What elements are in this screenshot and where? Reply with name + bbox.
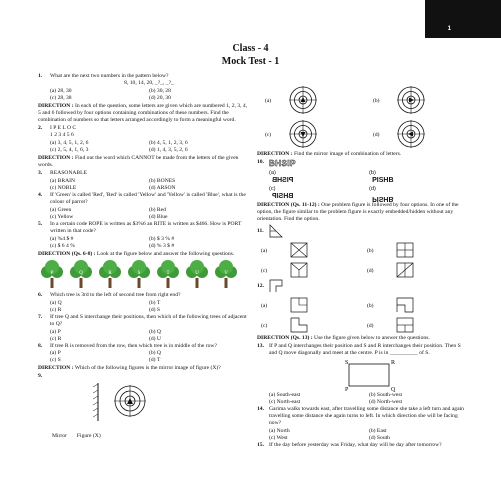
question-13: 13. If P and Q interchanges their position and S and R interchanges their position. Then S and Q move diagonally and meet at the centre. P is in __________ of S.: [257, 343, 461, 357]
q7-options: [38, 329, 248, 343]
option-c[interactable]: (c) West: [269, 435, 288, 442]
option-a[interactable]: (a) 28, 30: [50, 87, 72, 94]
direction-4: DIRECTION : Which of the following figures is the mirror image of figure (X)?: [38, 365, 221, 372]
option-a[interactable]: (a) BRAIN: [50, 177, 76, 184]
class-title: Class - 4: [232, 43, 269, 54]
option-c[interactable]: (c) $ 6 4 %: [50, 242, 75, 249]
option-b[interactable]: (b) South-west: [369, 392, 403, 399]
direction-6: DIRECTION (Qs. 11-12) : One problem figure is followed by four options. In one of the option, the figure similar to the problem figure is exactly embedded/hidden without any orientation. Find the option.: [257, 202, 459, 223]
tree-v: [215, 260, 237, 288]
option-label: (b): [373, 98, 380, 104]
q13-options: [257, 392, 469, 406]
option-d[interactable]: (d) ARSON: [149, 184, 176, 191]
label-p: P: [345, 387, 349, 393]
option-c[interactable]: (c) 2, 5, 4, 1, 6, 3: [50, 146, 89, 153]
tree-u: [186, 260, 208, 288]
question-7: 7. If tree Q and S interchange their positions, then which of the following trees of adjacent to Q?: [38, 313, 247, 327]
option-b[interactable]: (b) Q: [149, 350, 161, 357]
numbers-row: 1 2 3 4 5 6: [50, 131, 74, 138]
option-b[interactable]: (b) 30, 28: [149, 87, 171, 94]
q9-option-c[interactable]: [265, 120, 317, 148]
option-c[interactable]: (c) Yellow: [50, 213, 74, 220]
q4-options: [38, 207, 248, 221]
question-14: 14. Garima walks towards east, after travelling some distance she take a left turn and again travelling some distance she again turns to left. In which direction she will be facing now?: [257, 406, 464, 427]
option-b[interactable]: (b) East: [369, 428, 387, 435]
option-label: (a): [261, 248, 268, 255]
option-label: (d): [373, 132, 380, 138]
page-title: [0, 42, 501, 68]
q6-options: [38, 300, 248, 314]
tree-label: P: [50, 270, 54, 276]
option-label: (c): [265, 132, 272, 138]
option-a[interactable]: (a) P: [50, 328, 61, 335]
question-6: 6. Which tree is 3rd to the left of second tree from right end?: [38, 291, 181, 298]
q11-option-c[interactable]: [261, 263, 307, 277]
q3-options: [38, 178, 248, 192]
option-a[interactable]: (a) Green: [50, 206, 72, 213]
question-1: 1. What are the next two numbers in the pattern below? 8, 10, 14, 20, _?_, _?_: [38, 73, 248, 87]
square-figure: [257, 358, 469, 392]
tree-q: [70, 260, 92, 288]
option-c[interactable]: (c) North-east: [269, 399, 301, 406]
tree-label: Q: [79, 270, 83, 276]
q2-options: [38, 140, 248, 154]
problem-word: BHSIP: [269, 158, 296, 168]
option-c[interactable]: (c) BHSIP: [269, 185, 294, 200]
option-label: (c): [261, 268, 268, 275]
option-label: (b): [367, 248, 374, 255]
tree-p: [41, 260, 63, 288]
mirror-label: Mirror: [52, 433, 67, 440]
q9-option-a[interactable]: [265, 86, 317, 114]
option-b[interactable]: (b) PISHB: [369, 169, 394, 184]
option-a[interactable]: (a) P: [50, 350, 61, 357]
q12-option-figures: [257, 294, 469, 334]
question-9: 9.: [38, 373, 43, 380]
option-c[interactable]: (c) S: [50, 357, 61, 364]
test-title: Mock Test - 1: [221, 56, 280, 67]
option-b[interactable]: (b) BONES: [149, 177, 176, 184]
q12-option-b[interactable]: [367, 298, 413, 312]
question-2: 2. I P E L O C 1 2 3 4 5 6: [38, 125, 248, 139]
option-c[interactable]: (c) R: [50, 306, 62, 313]
header-bar: [0, 0, 501, 40]
q8-options: [38, 350, 248, 364]
direction-7: DIRECTION (Qs. 13) : Use the figure given below to answer the questions.: [257, 335, 430, 342]
q12-option-a[interactable]: [261, 298, 307, 312]
tree-row-figure: [38, 260, 248, 290]
option-label: (d): [367, 323, 374, 330]
figure-x-label: Figure (X): [76, 433, 101, 440]
option-d[interactable]: (d) T: [149, 357, 161, 364]
tree-label: V: [224, 270, 228, 276]
q12-option-c[interactable]: [261, 318, 307, 332]
label-r: R: [391, 360, 396, 367]
target-symbol-x: [114, 385, 146, 417]
direction-1: DIRECTION : In each of the question, some letters are given which are numbered 1, 2, 3, 4, 5 and 6 followed by four options containing combinations of these numbers. Find the combination of numbers so that letters arranged accordingly to form a meaningful word.: [38, 102, 248, 123]
option-label: (c): [261, 323, 268, 330]
q11-option-a[interactable]: [261, 243, 307, 257]
q5-options: [38, 236, 248, 250]
option-a[interactable]: (a) 3, 4, 5, 1, 2, 6: [50, 139, 89, 146]
direction-2: DIRECTION : Find out the word which CANNOT be made from the letters of the given words.: [38, 154, 239, 168]
direction-3: DIRECTION (Qs. 6-8) : Look at the figure below and answer the following questions.: [38, 250, 235, 257]
option-a[interactable]: (a) %4 $ #: [50, 235, 74, 242]
q9-option-figures: [257, 84, 469, 150]
tree-r: [99, 260, 121, 288]
question-12: 12.: [257, 279, 469, 293]
q9-option-d[interactable]: [373, 120, 425, 148]
number-pattern: 8, 10, 14, 20, _?_, _?_: [124, 79, 174, 86]
option-d[interactable]: (d) % 3 $ #: [149, 242, 175, 249]
option-d[interactable]: (d) Blue: [149, 213, 168, 220]
option-d[interactable]: (d) S: [149, 306, 161, 313]
option-d[interactable]: (d) 1, 4, 3, 5, 2, 6: [149, 146, 188, 153]
option-d[interactable]: (d) 20, 30: [149, 94, 171, 101]
tree-label: U: [195, 270, 199, 276]
page-number-tab: [425, 0, 501, 38]
question-8: 8. If tree R is removed from the row, then which tree is in middle of the row?: [38, 342, 217, 349]
question-4: 4. If 'Green' is called 'Red', 'Red' is called 'Yellow' and 'Yellow' is called 'Blue', what is the colour of parrot?: [38, 191, 246, 205]
option-c[interactable]: (c) NOBLE: [50, 184, 77, 191]
option-b[interactable]: (b) Q: [149, 328, 161, 335]
q11-option-figures: [257, 239, 469, 279]
question-10: 10. BHSIP: [257, 159, 469, 169]
tree-t: [157, 260, 179, 288]
direction-5: DIRECTION : Find the mirror image of combination of letters.: [257, 151, 402, 157]
option-b[interactable]: (b) 4, 5, 1, 2, 3, 6: [149, 139, 188, 146]
option-label: (a): [265, 98, 272, 104]
option-label: (d): [367, 268, 374, 275]
q11-problem-figure: [269, 224, 283, 238]
page-number: 1: [447, 26, 451, 32]
square-outline: [349, 364, 389, 386]
option-d[interactable]: (d) U: [149, 335, 161, 342]
q9-option-b[interactable]: [373, 86, 425, 114]
q12-option-d[interactable]: [367, 318, 413, 332]
tree-label: S: [137, 270, 141, 276]
option-b[interactable]: (b) T: [149, 299, 161, 306]
option-c[interactable]: (c) 28, 38: [50, 94, 72, 101]
label-s: S: [345, 360, 349, 367]
mirror-figure: [60, 381, 180, 433]
q1-options: [38, 88, 248, 102]
mirror-hatch: [93, 384, 98, 417]
q11-option-d[interactable]: [367, 263, 413, 277]
left-column: [38, 73, 248, 440]
option-label: (a): [261, 303, 268, 310]
option-d[interactable]: (d) PISHB: [369, 185, 394, 202]
option-b[interactable]: (b) Red: [149, 206, 166, 213]
option-a[interactable]: (a) PISHB: [269, 169, 294, 184]
option-label: (b): [367, 303, 374, 310]
option-c[interactable]: (c) R: [50, 335, 62, 342]
tree-label: T: [166, 270, 170, 276]
option-b[interactable]: (b) $ 3 % #: [149, 235, 175, 242]
letters-row: I P E L O C: [50, 124, 77, 131]
label-q: Q: [391, 387, 396, 393]
q10-options: [257, 170, 469, 201]
question-15: 15. If the day before yesterday was Friday, what day will be day after tomorrow?: [257, 442, 442, 449]
option-d[interactable]: (d) South: [369, 435, 390, 442]
right-column: [257, 84, 469, 450]
option-a[interactable]: (a) Q: [50, 299, 62, 306]
question-11: 11.: [257, 224, 469, 238]
option-d[interactable]: (d) North-west: [369, 399, 403, 406]
option-a[interactable]: (a) South-east: [269, 392, 301, 399]
q12-problem-figure: [269, 279, 283, 293]
q14-options: [257, 428, 469, 442]
option-a[interactable]: (a) North: [269, 428, 290, 435]
q11-option-b[interactable]: [367, 243, 413, 257]
question-3: 3. REASONABLE: [38, 169, 87, 176]
tree-label: R: [108, 270, 112, 276]
question-5: 5. In a certain code ROPE is written as $3%6 an RITE is written as $466. How is PORT written in that code?: [38, 220, 242, 234]
tree-s: [128, 260, 150, 288]
